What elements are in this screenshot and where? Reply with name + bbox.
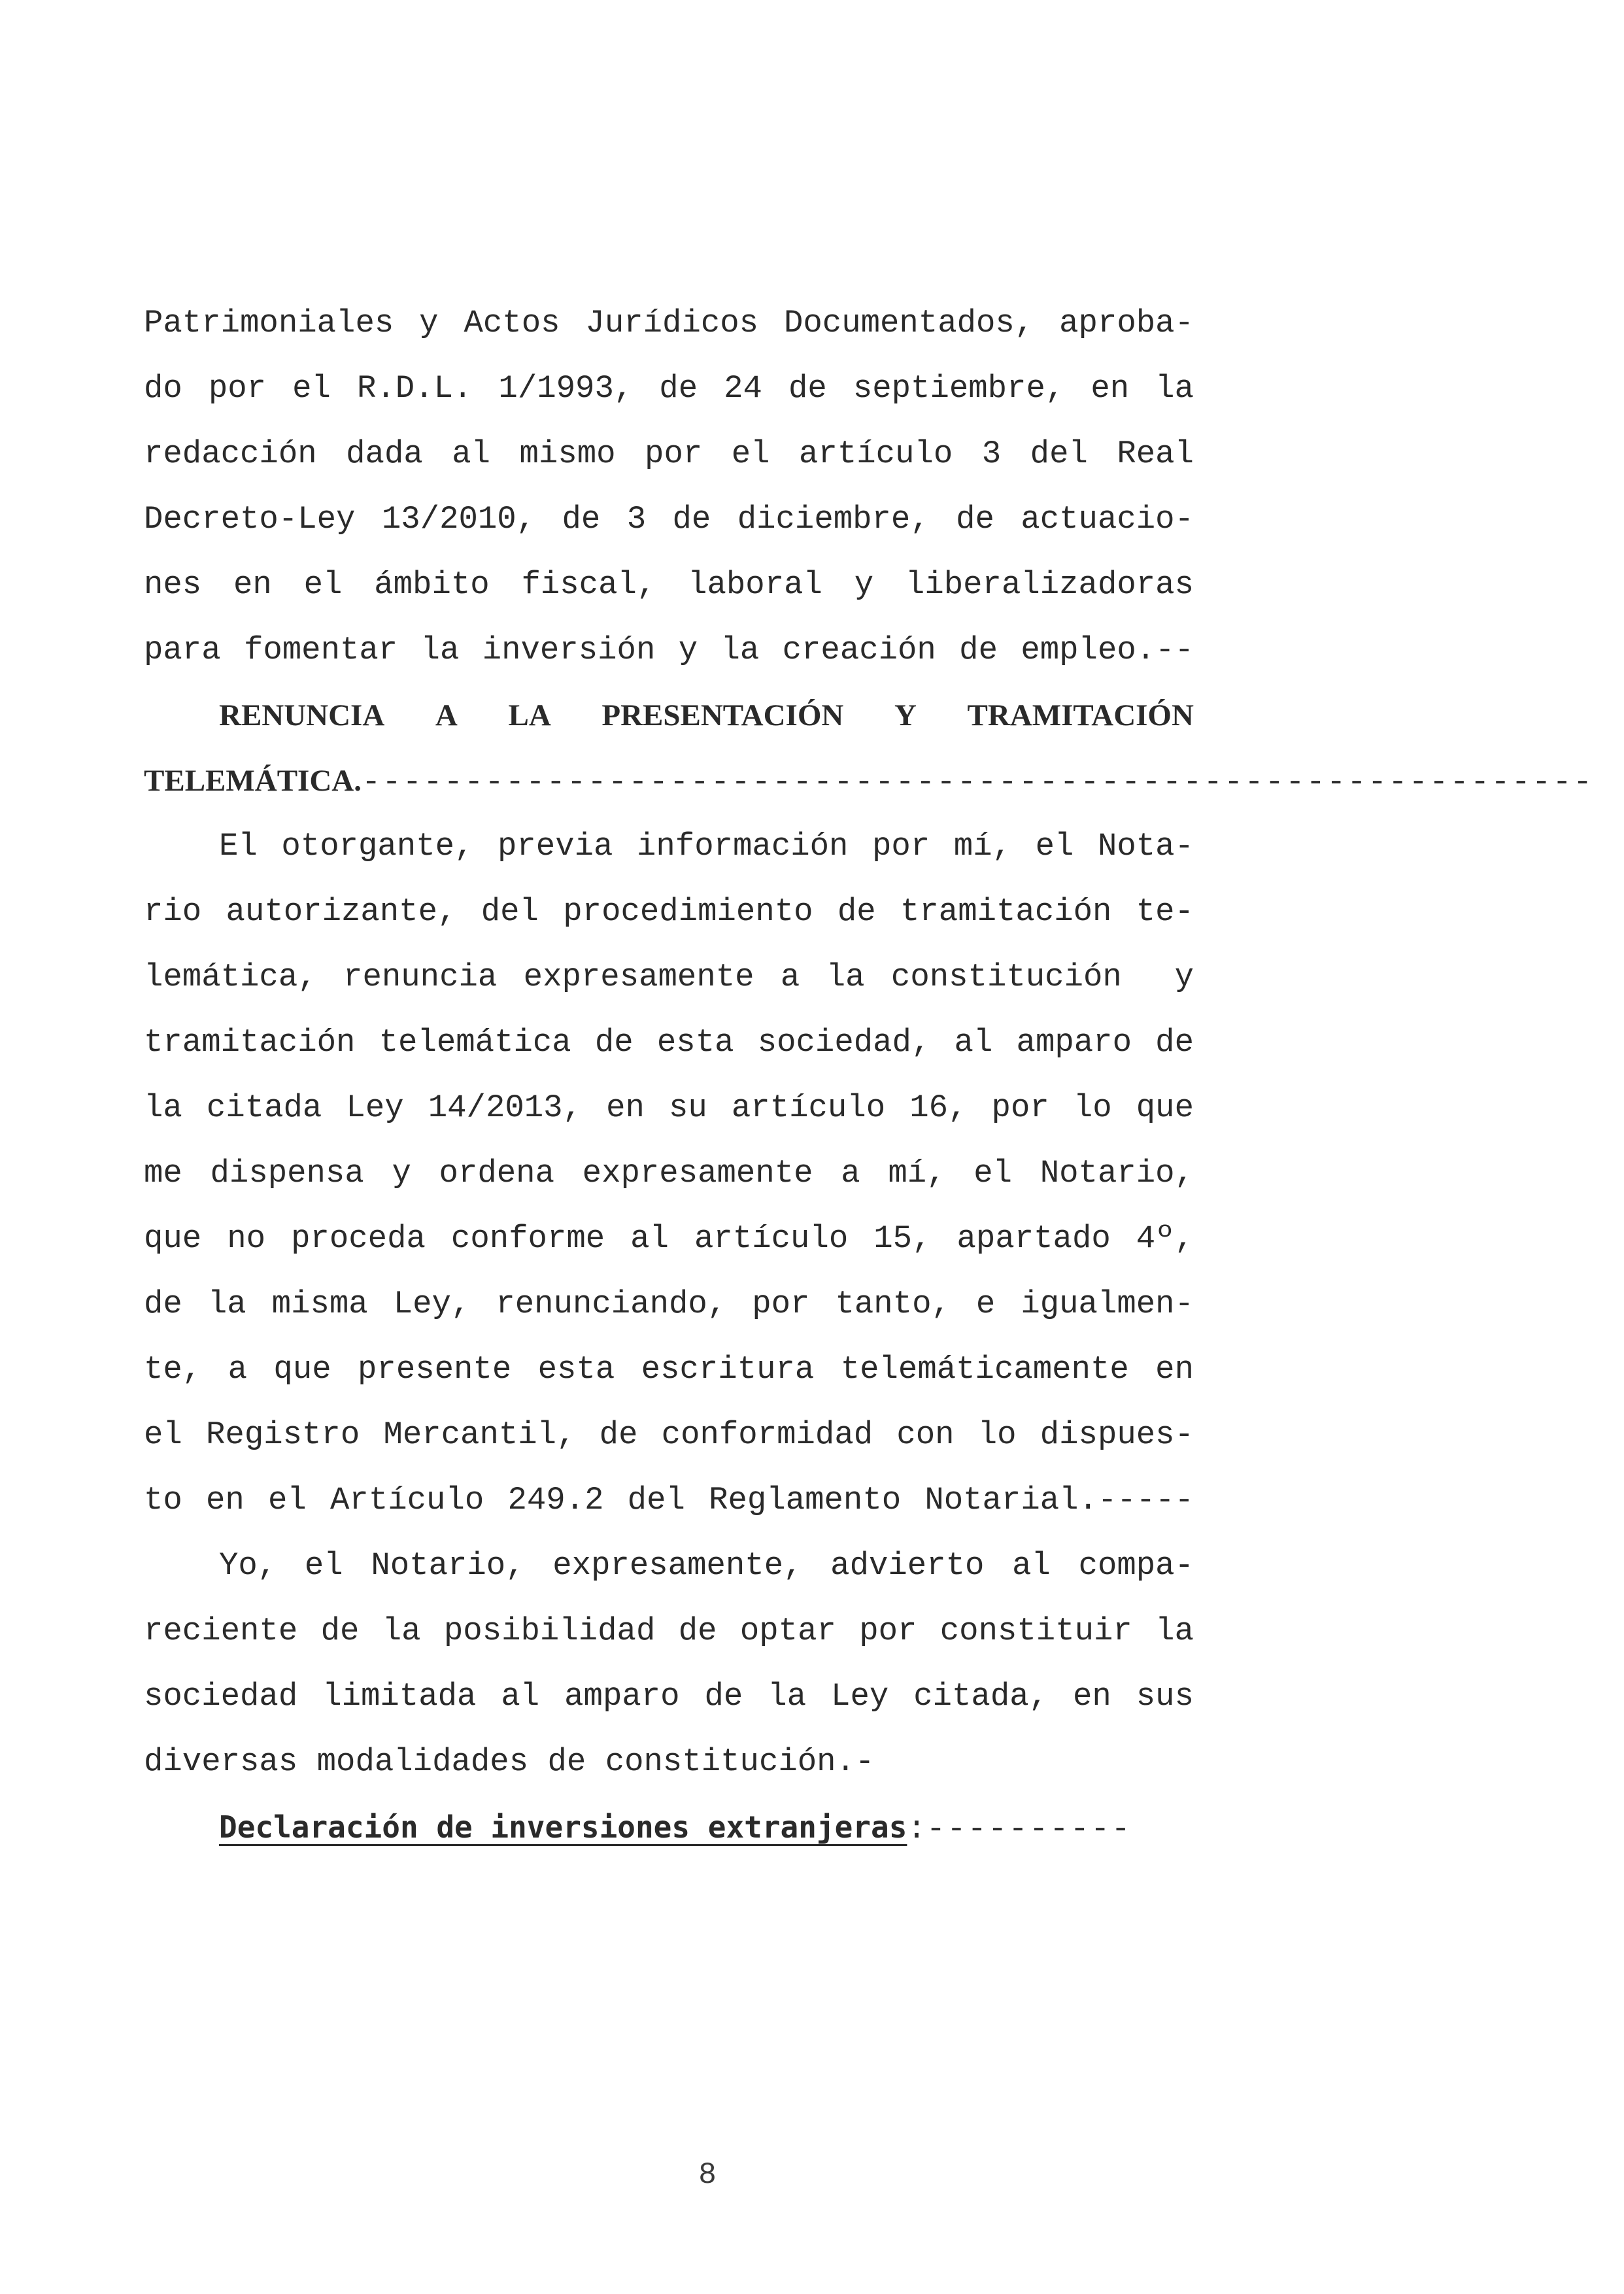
text-line: de la misma Ley, renunciando, por tanto, e igualmen- <box>144 1286 1194 1322</box>
text-line: nes en el ámbito fiscal, laboral y liberalizadoras <box>144 566 1194 603</box>
text-line: reciente de la posibilidad de optar por constituir la <box>144 1613 1194 1649</box>
heading-word: Y <box>894 698 917 732</box>
document-body <box>144 302 1594 1872</box>
text-line: rio autorizante, del procedimiento de tramitación te- <box>144 893 1194 930</box>
heading-word: PRESENTACIÓN <box>601 698 844 732</box>
text-line: me dispensa y ordena expresamente a mí, el Notario, <box>144 1155 1194 1191</box>
text-line: Patrimoniales y Actos Jurídicos Documentados, aproba- <box>144 305 1194 341</box>
heading-word: A <box>435 698 458 732</box>
section-heading-continuation <box>144 760 1594 825</box>
text-line: sociedad limitada al amparo de la Ley citada, en sus <box>144 1678 1194 1715</box>
heading-word: RENUNCIA <box>219 698 385 732</box>
heading-word: TRAMITACIÓN <box>967 698 1194 732</box>
text-line: Yo, el Notario, expresamente, advierto al compa- <box>219 1547 1194 1584</box>
text-line: la citada Ley 14/2013, en su artículo 16, por lo que <box>144 1089 1194 1126</box>
text-line: El otorgante, previa información por mí, el Nota- <box>219 828 1194 865</box>
declaration-heading <box>144 1806 1194 1872</box>
text-line: el Registro Mercantil, de conformidad con lo dispues- <box>144 1416 1194 1453</box>
text-line: lemática, renuncia expresamente a la constitución y <box>144 959 1194 995</box>
text-line: to en el Artículo 249.2 del Reglamento Notarial.----- <box>144 1482 1194 1518</box>
heading-word: LA <box>508 698 551 732</box>
text-line: tramitación telemática de esta sociedad, al amparo de <box>144 1024 1194 1061</box>
filler-dashes: ---------- <box>926 1811 1132 1847</box>
text-line: Decreto-Ley 13/2010, de 3 de diciembre, de actuacio- <box>144 501 1194 538</box>
heading-second-line: TELEMÁTICA. <box>144 764 362 798</box>
declaration-colon: : <box>907 1811 926 1847</box>
text-line: redacción dada al mismo por el artículo 3 del Real <box>144 436 1194 472</box>
text-line: para fomentar la inversión y la creación de empleo.-- <box>144 632 1194 668</box>
section-heading <box>144 694 1194 760</box>
declaration-title: Declaración de inversiones extranjeras <box>219 1809 907 1845</box>
text-line: do por el R.D.L. 1/1993, de 24 de septiembre, en la <box>144 370 1194 407</box>
text-line: que no proceda conforme al artículo 15, apartado 4º, <box>144 1220 1194 1257</box>
text-line: te, a que presente esta escritura telemáticamente en <box>144 1351 1194 1388</box>
filler-dashes: ------------------------------------------------------------ <box>361 764 1594 800</box>
page-number: 8 <box>698 2158 717 2192</box>
text-line: diversas modalidades de constitución.- <box>144 1743 875 1780</box>
